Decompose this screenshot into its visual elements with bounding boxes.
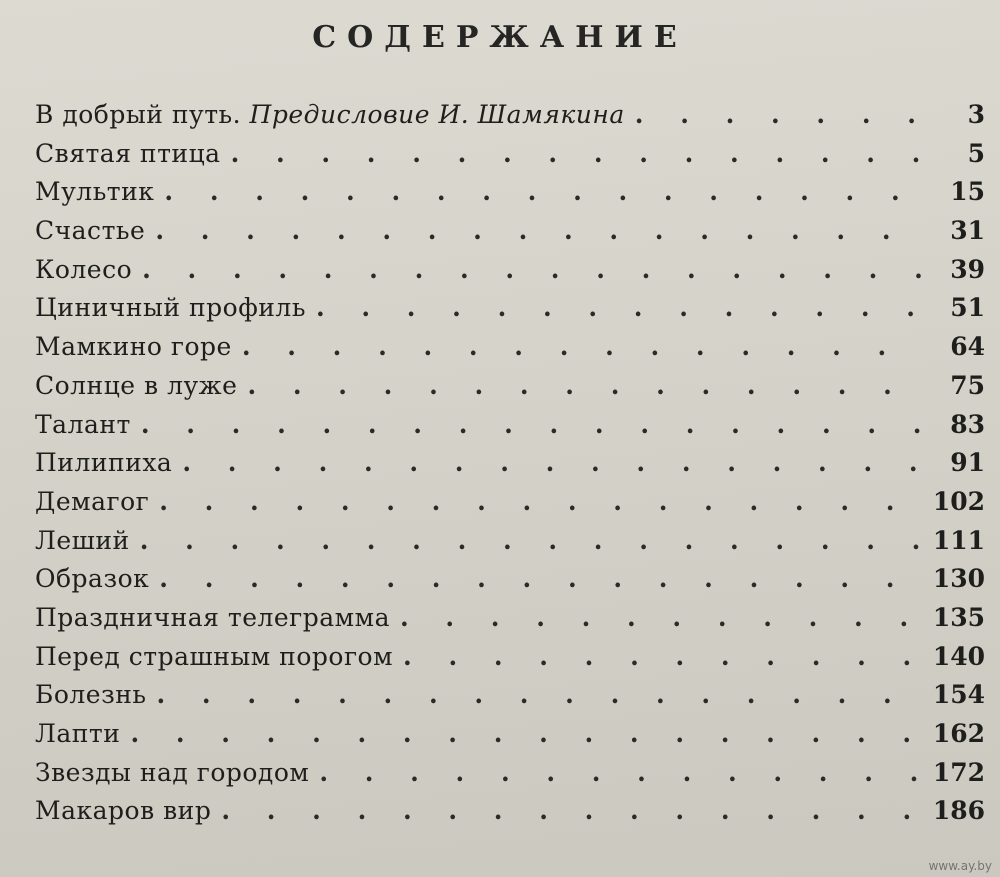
toc-entry-page-number: 130: [932, 564, 985, 594]
toc-entry-title-text: Праздничная телеграмма: [35, 602, 390, 632]
dot-leader: [635, 100, 921, 129]
toc-entry-page-number: 64: [950, 332, 985, 362]
toc-entry-title: [35, 680, 147, 709]
toc-entry: [35, 410, 985, 449]
dot-leader: [316, 293, 921, 322]
toc-entry-title-text: Святая птица: [35, 138, 221, 168]
toc-entry: [35, 487, 985, 526]
toc-entry-title-text: Образок: [35, 564, 150, 594]
table-of-contents: [35, 100, 985, 835]
toc-entry-title: [35, 487, 149, 516]
toc-entry-page-number: 140: [932, 641, 985, 671]
toc-entry-page-number: 75: [950, 370, 985, 400]
toc-entry-title-text: Мультик: [35, 177, 155, 207]
toc-entry-title: [35, 564, 149, 593]
dot-leader: [319, 758, 918, 787]
toc-entry: [35, 177, 985, 216]
toc-entry-title: [35, 177, 154, 206]
toc-entry: [35, 448, 985, 487]
toc-entry-page-number: 51: [950, 293, 985, 323]
toc-entry-title-text: Счастье: [35, 216, 146, 246]
toc-entry-page-number: 15: [950, 177, 985, 207]
toc-entry: [35, 680, 985, 719]
toc-entry: [35, 603, 985, 642]
toc-entry-title-text: Циничный профиль: [35, 293, 306, 323]
toc-entry-page-number: 135: [932, 602, 985, 632]
toc-entry-title: [35, 642, 393, 671]
dot-leader: [247, 371, 921, 400]
toc-entry-title: [35, 758, 309, 787]
toc-entry-page-number: 172: [932, 757, 985, 787]
toc-entry: [35, 332, 985, 371]
toc-entry-title-text: Болезнь: [35, 680, 147, 710]
dot-leader: [141, 410, 921, 439]
toc-entry: [35, 526, 985, 565]
toc-entry-title-text: Демагог: [35, 486, 150, 516]
toc-entry-title-text: Лапти: [35, 719, 121, 748]
toc-entry: [35, 293, 985, 332]
toc-entry: [35, 216, 985, 255]
dot-leader: [159, 487, 919, 516]
dot-leader: [157, 680, 919, 709]
toc-entry-title: [35, 371, 237, 400]
toc-entry-title-text: В добрый путь.: [35, 100, 242, 129]
toc-entry: [35, 719, 985, 758]
watermark: www.ay.by: [928, 859, 992, 873]
toc-entry: [35, 758, 985, 797]
toc-entry-title: [35, 410, 131, 439]
toc-entry-title-text: Колесо: [35, 254, 133, 284]
page-title: СОДЕРЖАНИЕ: [312, 20, 688, 55]
dot-leader: [142, 255, 921, 284]
toc-entry-page-number: 111: [932, 525, 985, 555]
toc-entry-title: [35, 293, 306, 322]
toc-entry-page-number: 102: [932, 486, 985, 516]
toc-entry-page-number: 39: [950, 254, 985, 284]
dot-leader: [130, 719, 918, 748]
toc-entry-page-number: 154: [932, 680, 985, 710]
toc-entry-title: [35, 139, 221, 168]
toc-entry-page-number: 91: [950, 448, 985, 478]
toc-entry-title-text: Леший: [35, 525, 130, 555]
toc-entry-title-text: Талант: [35, 409, 131, 439]
toc-entry-title-text: Солнце в луже: [35, 370, 238, 400]
toc-entry-title: [35, 448, 172, 477]
toc-entry-title-text: Макаров вир: [35, 796, 212, 826]
dot-leader: [221, 796, 918, 825]
toc-entry: [35, 564, 985, 603]
toc-entry-title: [35, 719, 120, 748]
dot-leader: [231, 139, 921, 168]
dot-leader: [155, 216, 921, 245]
toc-entry-title: [35, 255, 132, 284]
dot-leader: [403, 642, 919, 671]
toc-entry-title: [35, 216, 145, 245]
dot-leader: [159, 564, 919, 593]
toc-entry-title: [35, 603, 390, 632]
toc-entry-page-number: 83: [950, 409, 985, 439]
toc-entry-page-number: 186: [932, 796, 985, 826]
toc-entry-title: [35, 526, 130, 555]
toc-entry: [35, 371, 985, 410]
toc-entry-page-number: 162: [932, 719, 985, 748]
toc-entry: [35, 100, 985, 139]
dot-leader: [182, 448, 921, 477]
toc-entry: [35, 642, 985, 681]
dot-leader: [242, 332, 921, 361]
toc-entry: [35, 796, 985, 835]
dot-leader: [140, 526, 919, 555]
toc-entry-title-text: Перед страшным порогом: [35, 641, 394, 671]
toc-entry-title: [35, 332, 232, 361]
dot-leader: [400, 603, 919, 632]
toc-entry: [35, 139, 985, 178]
toc-entry-page-number: 3: [967, 100, 985, 129]
toc-entry-subtitle: Предисловие И. Шамякина: [249, 100, 625, 129]
toc-entry-page-number: 31: [950, 216, 985, 246]
toc-entry-title-text: Пилипиха: [35, 448, 173, 478]
toc-entry: [35, 255, 985, 294]
toc-entry-title-text: Мамкино горе: [35, 332, 232, 362]
toc-entry-title: [35, 796, 211, 825]
toc-entry-page-number: 5: [967, 138, 985, 168]
toc-entry-title: [35, 100, 625, 129]
dot-leader: [164, 177, 921, 206]
toc-entry-title-text: Звезды над городом: [35, 757, 310, 787]
